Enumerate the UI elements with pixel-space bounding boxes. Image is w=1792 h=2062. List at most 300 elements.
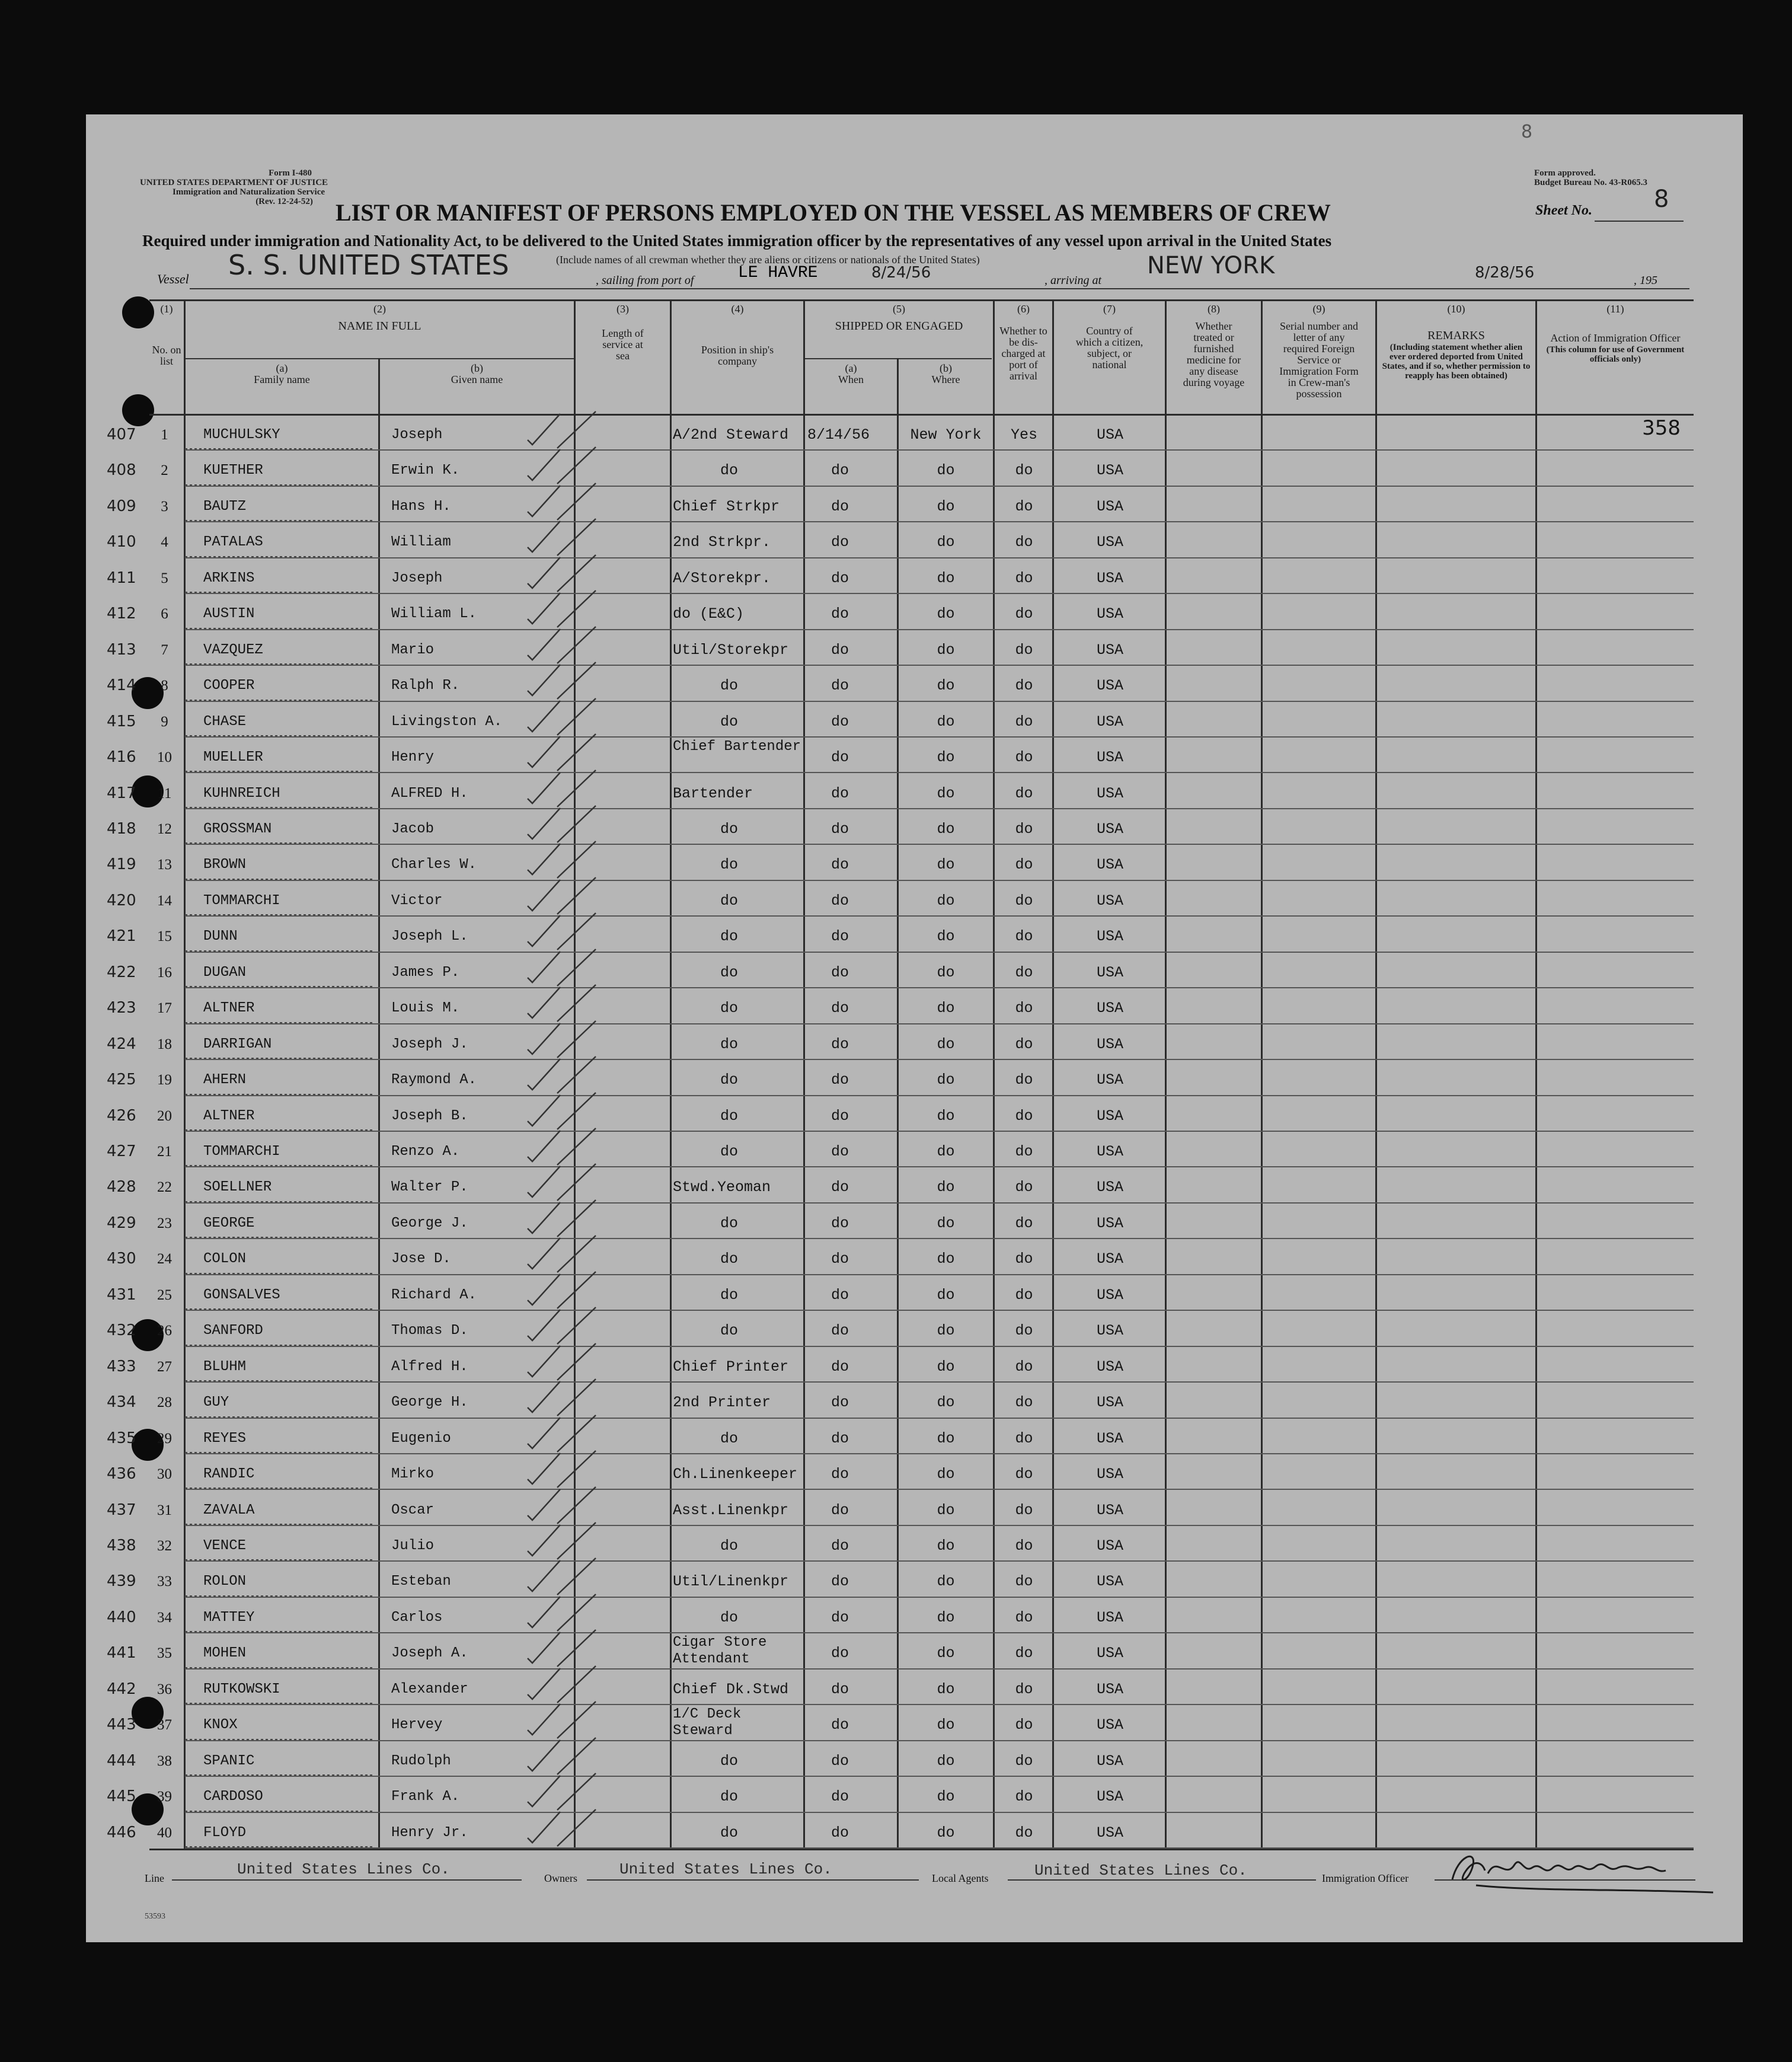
margin-reference-number: 407 <box>107 426 136 443</box>
row-number: 3 <box>161 498 168 515</box>
service-name: Immigration and Naturalization Service <box>172 187 325 197</box>
margin-reference-number: 424 <box>107 1035 136 1053</box>
given-name: Joseph A. <box>391 1645 468 1662</box>
margin-reference-number: 437 <box>107 1501 136 1519</box>
shipped-where: do <box>937 1466 955 1483</box>
shipped-where: do <box>937 569 955 587</box>
vessel-name: S. S. UNITED STATES <box>228 249 509 281</box>
given-name: George H. <box>391 1394 468 1411</box>
position: do <box>720 1286 738 1304</box>
country: USA <box>1096 784 1123 802</box>
shipped-when: do <box>830 1788 849 1806</box>
country: USA <box>1096 928 1123 946</box>
agents-label: Local Agents <box>932 1872 989 1884</box>
family-name: MATTEY <box>203 1609 255 1626</box>
given-name: Alfred H. <box>391 1358 468 1375</box>
table-row <box>0 1454 1792 1490</box>
margin-reference-number: 421 <box>107 927 136 946</box>
margin-reference-number: 410 <box>107 533 136 551</box>
row-guide <box>185 1058 375 1059</box>
given-name: Livingston A. <box>391 713 503 730</box>
family-name: VENCE <box>203 1537 247 1554</box>
form-id-block <box>140 168 328 206</box>
family-name: BAUTZ <box>203 498 247 515</box>
position: Stwd.Yeoman <box>673 1179 771 1196</box>
country: USA <box>1096 820 1123 838</box>
agents-value: United States Lines Co. <box>1034 1862 1247 1879</box>
discharge-flag: do <box>1015 1250 1033 1268</box>
row-number: 31 <box>157 1502 172 1518</box>
table-row <box>0 666 1792 701</box>
discharge-flag: do <box>1015 749 1033 767</box>
row-number: 12 <box>157 821 172 837</box>
position: do <box>720 1537 738 1555</box>
discharge-flag: do <box>1015 892 1033 909</box>
position: do <box>720 1035 738 1053</box>
position: do <box>720 892 738 909</box>
margin-reference-number: 415 <box>107 712 136 730</box>
family-name: COOPER <box>203 678 255 694</box>
discharge-flag: do <box>1015 569 1033 587</box>
row-guide <box>185 1524 375 1525</box>
discharge-flag: do <box>1015 784 1033 802</box>
margin-reference-number: 414 <box>107 676 136 695</box>
table-row <box>0 1060 1792 1096</box>
country: USA <box>1096 1107 1123 1125</box>
row-guide <box>185 914 375 915</box>
table-row <box>0 522 1792 558</box>
country: USA <box>1096 1716 1123 1734</box>
discharge-flag: do <box>1015 1214 1033 1232</box>
manifest-subtitle: Required under immigration and Nationality Act, to be delivered to the United States immigration officer by the representatives of any vessel upon arrival in the United States <box>142 232 1332 250</box>
col1-label: No. on list <box>152 344 181 367</box>
family-name: DARRIGAN <box>203 1036 272 1052</box>
row-guide <box>185 771 375 772</box>
position: do <box>720 1071 738 1089</box>
margin-reference-number: 427 <box>107 1142 136 1160</box>
shipped-where: do <box>937 497 955 515</box>
row-number: 5 <box>161 570 168 586</box>
country: USA <box>1096 497 1123 515</box>
shipped-where: do <box>937 784 955 802</box>
position: A/2nd Steward <box>673 426 789 443</box>
family-name: GEORGE <box>203 1215 255 1231</box>
family-name: TOMMARCHI <box>203 892 280 909</box>
row-guide <box>185 1237 375 1238</box>
shipped-when: do <box>830 1752 849 1770</box>
country: USA <box>1096 1824 1123 1841</box>
country: USA <box>1096 1000 1123 1017</box>
family-name: SPANIC <box>203 1753 255 1769</box>
discharge-flag: do <box>1015 534 1033 551</box>
given-name: William <box>391 534 451 551</box>
country: USA <box>1096 856 1123 874</box>
given-name: Hans H. <box>391 498 451 515</box>
family-name: BROWN <box>203 857 247 873</box>
sailing-port: LE HAVRE <box>738 264 818 282</box>
sailing-date: 8/24/56 <box>871 264 931 282</box>
family-name: ROLON <box>203 1573 247 1590</box>
country: USA <box>1096 605 1123 623</box>
margin-reference-number: 428 <box>107 1178 136 1196</box>
row-number: 28 <box>157 1394 172 1411</box>
family-name: KUETHER <box>203 462 263 479</box>
given-name: Thomas D. <box>391 1323 468 1339</box>
shipped-where: do <box>937 605 955 623</box>
discharge-flag: do <box>1015 928 1033 946</box>
given-name: Jose D. <box>391 1251 451 1268</box>
shipped-where: do <box>937 1035 955 1053</box>
approval-block <box>1534 168 1647 187</box>
col2a-letter: (a) <box>276 362 288 374</box>
given-name: Rudolph <box>391 1753 451 1769</box>
margin-reference-number: 411 <box>107 569 136 587</box>
family-name: AUSTIN <box>203 606 255 623</box>
col11-number: (11) <box>1606 303 1624 315</box>
country: USA <box>1096 1214 1123 1232</box>
given-name: Henry Jr. <box>391 1824 468 1841</box>
country: USA <box>1096 569 1123 587</box>
position: do <box>720 1788 738 1806</box>
country: USA <box>1096 1573 1123 1591</box>
given-name: Renzo A. <box>391 1144 460 1160</box>
row-number: 17 <box>157 1000 172 1017</box>
table-row <box>0 1132 1792 1167</box>
table-row <box>0 774 1792 809</box>
shipped-where: do <box>937 1573 955 1591</box>
shipped-where: do <box>937 1608 955 1626</box>
discharge-flag: do <box>1015 1573 1033 1591</box>
row-number: 2 <box>161 462 168 479</box>
row-guide <box>185 592 375 593</box>
shipped-when: do <box>830 497 849 515</box>
given-name: Ralph R. <box>391 678 460 694</box>
table-row <box>0 1383 1792 1418</box>
position: do <box>720 1429 738 1447</box>
col10-note: (Including statement whether alien ever ordered deported from United States, and if so, whether permission to reapply has been obtained) <box>1382 343 1531 381</box>
row-guide <box>185 842 375 844</box>
shipped-when: do <box>830 1501 849 1519</box>
col4-label: Position in ship's company <box>701 344 774 367</box>
discharge-flag: do <box>1015 820 1033 838</box>
row-guide <box>185 1308 375 1310</box>
col9-number: (9) <box>1312 303 1325 315</box>
row-number: 11 <box>157 785 172 802</box>
position: Util/Storekpr <box>673 641 789 659</box>
col9-header <box>1263 304 1375 400</box>
sheet-number: 8 <box>1654 186 1669 213</box>
shipped-when: do <box>830 1537 849 1555</box>
row-guide <box>185 1201 375 1202</box>
country: USA <box>1096 963 1123 981</box>
margin-reference-number: 441 <box>107 1644 136 1662</box>
given-name: ALFRED H. <box>391 785 468 802</box>
col4-number: (4) <box>731 303 744 315</box>
row-guide <box>185 1380 375 1381</box>
shipped-where: do <box>937 641 955 659</box>
col8-number: (8) <box>1208 303 1220 315</box>
col3-number: (3) <box>617 303 629 315</box>
margin-reference-number: 420 <box>107 891 136 909</box>
col11-label: Action of Immigration Officer <box>1550 332 1681 344</box>
family-name: FLOYD <box>203 1824 247 1841</box>
vessel-label: Vessel <box>157 272 189 286</box>
shipped-where: do <box>937 856 955 874</box>
shipped-when: do <box>830 1573 849 1591</box>
position: Chief Bartender <box>673 739 801 755</box>
family-name: CARDOSO <box>203 1789 263 1805</box>
family-name: GONSALVES <box>203 1287 280 1303</box>
table-row <box>0 1275 1792 1311</box>
row-number: 7 <box>161 641 168 658</box>
row-guide <box>185 1094 375 1095</box>
discharge-flag: do <box>1015 1000 1033 1017</box>
position: 1/C Deck Steward <box>673 1706 742 1739</box>
given-name: Joseph <box>391 427 443 443</box>
position: do <box>720 677 738 695</box>
shipped-where: do <box>937 749 955 767</box>
shipped-where: do <box>937 1752 955 1770</box>
row-guide <box>185 556 375 557</box>
country: USA <box>1096 1680 1123 1698</box>
given-name: Mario <box>391 641 435 658</box>
row-guide <box>185 484 375 486</box>
margin-reference-number: 431 <box>107 1285 136 1304</box>
shipped-when: do <box>830 856 849 874</box>
col7-header <box>1054 304 1165 371</box>
col11-note: (This column for use of Government officials only) <box>1546 345 1685 364</box>
shipped-when: do <box>830 713 849 730</box>
col2a-header <box>186 363 378 385</box>
row-number: 8 <box>161 678 168 694</box>
row-number: 20 <box>157 1107 172 1124</box>
col5a-label: When <box>838 374 864 385</box>
discharge-flag: do <box>1015 677 1033 695</box>
given-name: Esteban <box>391 1573 451 1590</box>
position: Chief Strkpr <box>673 497 780 515</box>
position: A/Storekpr. <box>673 569 771 587</box>
position: Asst.Linenkpr <box>673 1501 789 1519</box>
shipped-when: do <box>830 784 849 802</box>
margin-reference-number: 440 <box>107 1608 136 1626</box>
position: do <box>720 963 738 981</box>
row-number: 16 <box>157 964 172 981</box>
form-code: 53593 <box>145 1912 165 1921</box>
arrival-date: 8/28/56 <box>1475 264 1535 282</box>
year-label: , 195 <box>1634 274 1657 287</box>
table-row <box>0 1562 1792 1597</box>
manifest-title: LIST OR MANIFEST OF PERSONS EMPLOYED ON THE VESSEL AS MEMBERS OF CREW <box>336 199 1331 226</box>
row-guide <box>185 700 375 701</box>
table-row <box>0 1167 1792 1203</box>
col5-label: SHIPPED OR ENGAGED <box>835 320 963 333</box>
table-row <box>0 558 1792 594</box>
table-row <box>0 594 1792 630</box>
row-number: 29 <box>157 1430 172 1447</box>
margin-reference-number: 442 <box>107 1680 136 1698</box>
discharge-flag: do <box>1015 963 1033 981</box>
discharge-flag: do <box>1015 1680 1033 1698</box>
shipped-where: do <box>937 1000 955 1017</box>
col11-header <box>1537 304 1694 364</box>
corner-mark: 8 <box>1521 122 1533 142</box>
table-row <box>0 845 1792 880</box>
position: do <box>720 1250 738 1268</box>
margin-reference-number: 418 <box>107 819 136 838</box>
shipped-when: do <box>830 1824 849 1841</box>
position: do <box>720 1824 738 1841</box>
col10-header <box>1377 304 1535 381</box>
shipped-where: do <box>937 892 955 909</box>
given-name: Frank A. <box>391 1789 460 1805</box>
table-row <box>0 988 1792 1024</box>
country: USA <box>1096 1501 1123 1519</box>
shipped-where: do <box>937 1214 955 1232</box>
shipped-when: do <box>830 1000 849 1017</box>
shipped-where: do <box>937 1680 955 1698</box>
shipped-when: do <box>830 749 849 767</box>
discharge-flag: do <box>1015 1358 1033 1375</box>
table-row <box>0 1670 1792 1705</box>
margin-reference-number: 425 <box>107 1071 136 1089</box>
sheet-label: Sheet No. <box>1535 203 1592 218</box>
shipped-when: do <box>830 1645 849 1662</box>
sailing-label: , sailing from port of <box>596 274 694 287</box>
country: USA <box>1096 1286 1123 1304</box>
shipped-where: do <box>937 1645 955 1662</box>
col2b-label: Given name <box>451 374 503 385</box>
table-row <box>0 630 1792 666</box>
family-name: VAZQUEZ <box>203 641 263 658</box>
margin-reference-number: 438 <box>107 1536 136 1555</box>
discharge-flag: do <box>1015 1143 1033 1160</box>
table-row <box>0 1024 1792 1060</box>
given-name: Joseph <box>391 570 443 586</box>
row-guide <box>185 986 375 987</box>
row-guide <box>185 1488 375 1489</box>
margin-reference-number: 417 <box>107 784 136 802</box>
discharge-flag: do <box>1015 605 1033 623</box>
row-number: 1 <box>161 427 168 443</box>
shipped-when: do <box>830 1716 849 1734</box>
line-value: United States Lines Co. <box>237 1860 450 1878</box>
row-guide <box>185 663 375 665</box>
margin-reference-number: 419 <box>107 856 136 874</box>
family-name: GROSSMAN <box>203 821 272 837</box>
country: USA <box>1096 1537 1123 1555</box>
shipped-when: do <box>830 1214 849 1232</box>
margin-reference-number: 434 <box>107 1393 136 1412</box>
col1-header <box>149 304 184 367</box>
given-name: Joseph L. <box>391 928 468 945</box>
col5b-letter: (b) <box>940 362 952 374</box>
shipped-where: do <box>937 963 955 981</box>
row-number: 4 <box>161 534 168 551</box>
table-row <box>0 451 1792 486</box>
row-guide <box>185 1811 375 1812</box>
given-name: Louis M. <box>391 1000 460 1017</box>
col3-label: Length of service at sea <box>602 327 644 362</box>
position: do <box>720 1608 738 1626</box>
row-guide <box>185 1416 375 1418</box>
margin-reference-number: 416 <box>107 748 136 767</box>
margin-reference-number: 430 <box>107 1250 136 1268</box>
position: Cigar Store Attendant <box>673 1635 767 1668</box>
position: do <box>720 713 738 730</box>
shipped-where: do <box>937 1429 955 1447</box>
country: USA <box>1096 1429 1123 1447</box>
row-guide <box>185 1846 375 1847</box>
officer-action: 358 <box>1642 416 1681 440</box>
margin-reference-number: 443 <box>107 1716 136 1734</box>
shipped-where: do <box>937 1716 955 1734</box>
country: USA <box>1096 1071 1123 1089</box>
row-guide <box>185 520 375 521</box>
margin-reference-number: 436 <box>107 1465 136 1483</box>
discharge-flag: do <box>1015 641 1033 659</box>
given-name: Mirko <box>391 1466 435 1483</box>
shipped-where: do <box>937 462 955 480</box>
arriving-label: , arriving at <box>1044 274 1102 287</box>
table-row <box>0 1633 1792 1669</box>
col2-header <box>186 304 574 332</box>
shipped-where: do <box>937 820 955 838</box>
table-row <box>0 1526 1792 1562</box>
country: USA <box>1096 641 1123 659</box>
country: USA <box>1096 1608 1123 1626</box>
margin-reference-number: 429 <box>107 1214 136 1232</box>
country: USA <box>1096 1645 1123 1662</box>
row-guide <box>185 448 375 449</box>
row-guide <box>185 1703 375 1704</box>
owners-value: United States Lines Co. <box>619 1860 832 1878</box>
col5a-letter: (a) <box>845 362 857 374</box>
given-name: Hervey <box>391 1717 443 1734</box>
position: do <box>720 1107 738 1125</box>
country: USA <box>1096 1788 1123 1806</box>
discharge-flag: do <box>1015 497 1033 515</box>
position: do <box>720 1322 738 1340</box>
shipped-where: do <box>937 1143 955 1160</box>
family-name: ALTNER <box>203 1000 255 1017</box>
country: USA <box>1096 677 1123 695</box>
discharge-flag: do <box>1015 1824 1033 1841</box>
table-row <box>0 1598 1792 1633</box>
col2b-header <box>380 363 574 385</box>
row-guide <box>185 735 375 736</box>
margin-reference-number: 445 <box>107 1788 136 1806</box>
row-number: 18 <box>157 1036 172 1052</box>
table-row <box>0 881 1792 917</box>
col4-header <box>672 304 803 367</box>
country: USA <box>1096 713 1123 730</box>
department-name: UNITED STATES DEPARTMENT OF JUSTICE <box>140 178 328 187</box>
shipped-when: do <box>830 1286 849 1304</box>
country: USA <box>1096 534 1123 551</box>
family-name: MUCHULSKY <box>203 427 280 443</box>
shipped-when: do <box>830 892 849 909</box>
shipped-when: do <box>830 820 849 838</box>
table-row <box>0 953 1792 988</box>
col5b-header <box>899 363 993 385</box>
col5b-label: Where <box>931 374 960 385</box>
position: 2nd Strkpr. <box>673 534 771 551</box>
row-number: 9 <box>161 713 168 730</box>
shipped-where: do <box>937 677 955 695</box>
table-row <box>0 1741 1792 1777</box>
col1-number: (1) <box>160 303 173 315</box>
discharge-flag: do <box>1015 1501 1033 1519</box>
